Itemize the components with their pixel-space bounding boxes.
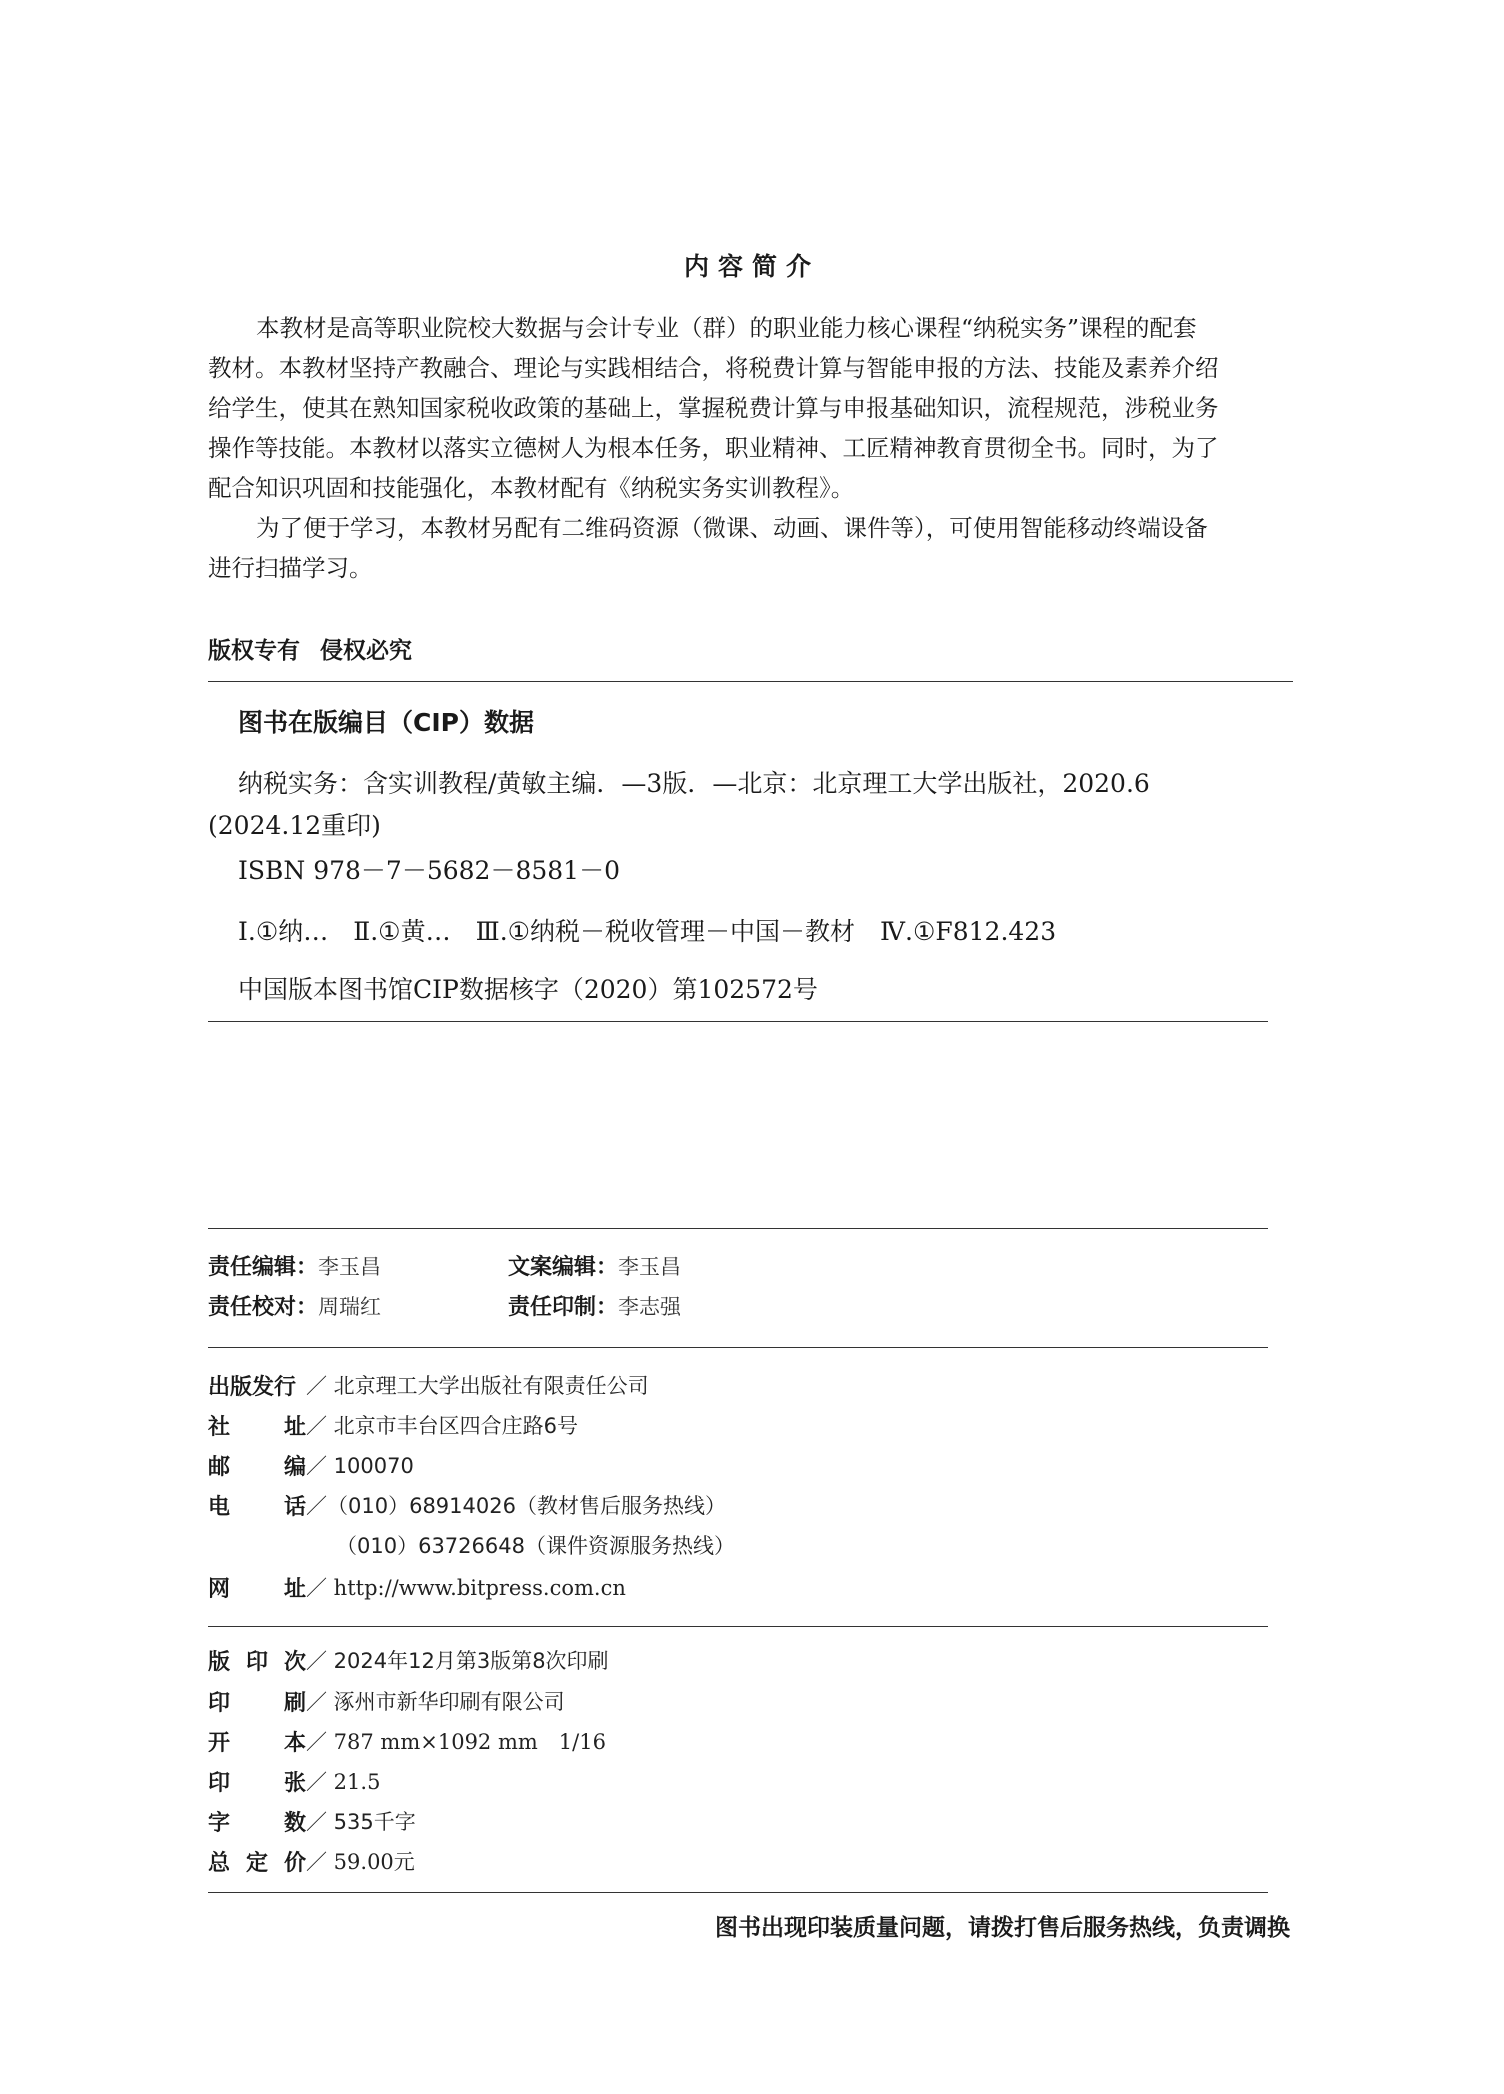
staff-proofreader (208, 1290, 381, 1321)
phone-value: （010）63726648（课件资源服务热线） (336, 1534, 735, 1558)
publisher-name: ／ 北京理工大学出版社有限责任公司 (306, 1374, 649, 1398)
cip-isbn: ISBN 978－7－5682－8581－0 (238, 856, 620, 885)
format-value: ／ 787 mm×1092 mm 1/16 (306, 1730, 606, 1754)
cip-bibliographic-line: 纳税实务：含实训教程/黄敏主编．—3版．—北京：北京理工大学出版社，2020.6 (238, 769, 1150, 798)
copyright-notice-part: 侵权必究 (320, 638, 412, 664)
price-value: ／ 59.00元 (306, 1850, 415, 1874)
divider (208, 1021, 1268, 1022)
website-value: ／ http://www.bitpress.com.cn (306, 1576, 626, 1600)
word-count-value: ／ 535千字 (306, 1810, 416, 1834)
price-label: 总 定 价 (208, 1851, 306, 1876)
printer-label: 印 刷 (208, 1691, 306, 1716)
divider (208, 1347, 1268, 1348)
intro-paragraph-line: 操作等技能。本教材以落实立德树人为根本任务，职业精神、工匠精神教育贯彻全书。同时，为了 (208, 434, 1219, 462)
staff-value: 李志强 (618, 1295, 682, 1319)
cip-heading: 图书在版编目（CIP）数据 (238, 708, 534, 737)
quality-notice: 图书出现印装质量问题，请拨打售后服务热线，负责调换 (715, 1915, 1290, 1941)
publisher-label: 出版发行 (208, 1375, 297, 1400)
divider (208, 681, 1293, 682)
cip-classification: Ⅰ.①纳… Ⅱ.①黄… Ⅲ.①纳税－税收管理－中国－教材 Ⅳ.①F812.423 (238, 917, 1057, 946)
staff-print-supervisor (508, 1290, 681, 1321)
intro-title: 内容简介 (683, 252, 820, 281)
divider (208, 1626, 1268, 1627)
staff-copy-editor (508, 1250, 681, 1281)
phone-value: ／（010）68914026（教材售后服务热线） (306, 1494, 726, 1518)
phone-label: 电 话 (208, 1495, 306, 1520)
staff-label: 责任编辑： (208, 1255, 319, 1280)
staff-label: 责任校对： (208, 1295, 319, 1320)
intro-paragraph-line: 教材。本教材坚持产教融合、理论与实践相结合，将税费计算与智能申报的方法、技能及素养介绍 (208, 354, 1219, 382)
copyright-notice (208, 632, 412, 665)
edition-label: 版 印 次 (208, 1650, 306, 1675)
edition-value: ／ 2024年12月第3版第8次印刷 (306, 1649, 609, 1673)
postcode-value: ／ 100070 (306, 1454, 414, 1478)
intro-paragraph-line: 配合知识巩固和技能强化，本教材配有《纳税实务实训教程》。 (208, 474, 855, 502)
cip-approval-number: 中国版本图书馆CIP数据核字（2020）第102572号 (238, 975, 818, 1004)
staff-value: 周瑞红 (318, 1295, 382, 1319)
staff-value: 李玉昌 (318, 1255, 382, 1279)
divider (208, 1892, 1268, 1893)
divider (208, 1228, 1268, 1229)
cip-reprint-line: (2024.12重印) (208, 811, 381, 840)
format-label: 开 本 (208, 1731, 306, 1756)
staff-label: 文案编辑： (508, 1255, 619, 1280)
address-value: ／ 北京市丰台区四合庄路6号 (306, 1414, 579, 1438)
intro-paragraph-line: 给学生，使其在熟知国家税收政策的基础上，掌握税费计算与申报基础知识，流程规范，涉税业务 (208, 394, 1219, 422)
intro-paragraph-line: 本教材是高等职业院校大数据与会计专业（群）的职业能力核心课程“纳税实务”课程的配套 (256, 314, 1197, 342)
staff-label: 责任印制： (508, 1295, 619, 1320)
sheets-label: 印 张 (208, 1771, 306, 1796)
address-label: 社 址 (208, 1415, 306, 1440)
word-count-label: 字 数 (208, 1811, 306, 1836)
website-label: 网 址 (208, 1577, 306, 1602)
staff-value: 李玉昌 (618, 1255, 682, 1279)
intro-paragraph-line: 进行扫描学习。 (208, 554, 373, 582)
sheets-value: ／ 21.5 (306, 1770, 381, 1794)
postcode-label: 邮 编 (208, 1455, 306, 1480)
printer-value: ／ 涿州市新华印刷有限公司 (306, 1690, 565, 1714)
copyright-notice-part: 版权专有 (208, 638, 300, 664)
staff-editor (208, 1250, 381, 1281)
intro-paragraph-line: 为了便于学习，本教材另配有二维码资源（微课、动画、课件等），可使用智能移动终端设备 (256, 514, 1208, 542)
